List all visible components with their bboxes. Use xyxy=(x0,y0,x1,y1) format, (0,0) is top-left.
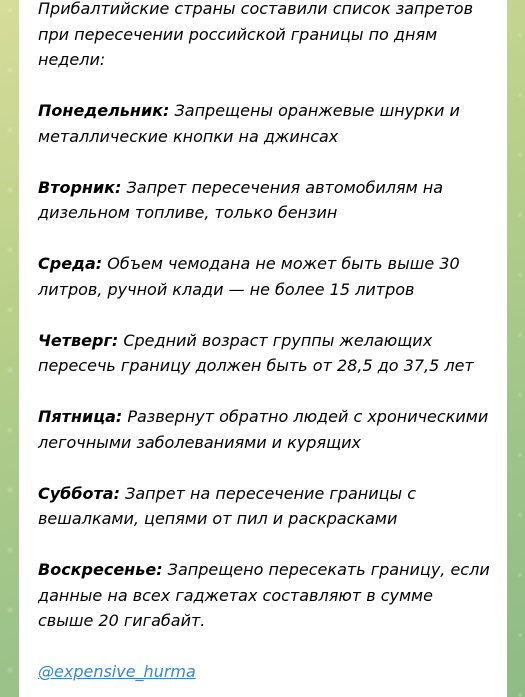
entry-text: Запрещены оранжевые шнурки и металлические кнопки на джинсах xyxy=(38,101,460,146)
entry-wednesday xyxy=(38,251,493,302)
entry-saturday xyxy=(38,481,493,532)
message-intro: Прибалтийские страны составили список запретов при пересечении российской границы по дням недели: xyxy=(38,0,473,69)
day-label: Суббота: xyxy=(38,483,120,503)
entry-text: Запрещено пересекать границу, если данные на всех гаджетах составляют в сумме свыше 20 гигабайт. xyxy=(38,560,490,630)
entry-text: Средний возраст группы желающих пересечь границу должен быть от 28,5 до 37,5 лет xyxy=(38,330,474,375)
entry-sunday xyxy=(38,557,493,634)
entry-thursday xyxy=(38,328,493,379)
day-label: Пятница: xyxy=(38,407,123,426)
entry-tuesday xyxy=(38,175,493,226)
day-label: Понедельник: xyxy=(38,101,170,120)
entry-text: Запрет пересечения автомобилям на дизельном топливе, только бензин xyxy=(38,177,444,222)
entry-friday xyxy=(38,404,493,455)
day-label: Вторник: xyxy=(38,177,122,197)
entry-monday xyxy=(38,98,493,149)
entry-text: Развернут обратно людей с хроническими легочными заболеваниями и курящих xyxy=(38,407,489,452)
entry-text: Объем чемодана не может быть выше 30 литров, ручной клади — не более 15 литров xyxy=(38,254,460,299)
day-label: Воскресенье: xyxy=(38,560,163,579)
channel-link[interactable]: @expensive_hurma xyxy=(38,662,196,681)
message-bubble xyxy=(19,0,507,697)
day-label: Четверг: xyxy=(38,330,119,350)
entry-text: Запрет на пересечение границы с вешалками, цепями от пил и раскрасками xyxy=(38,483,417,528)
day-label: Среда: xyxy=(38,254,103,273)
